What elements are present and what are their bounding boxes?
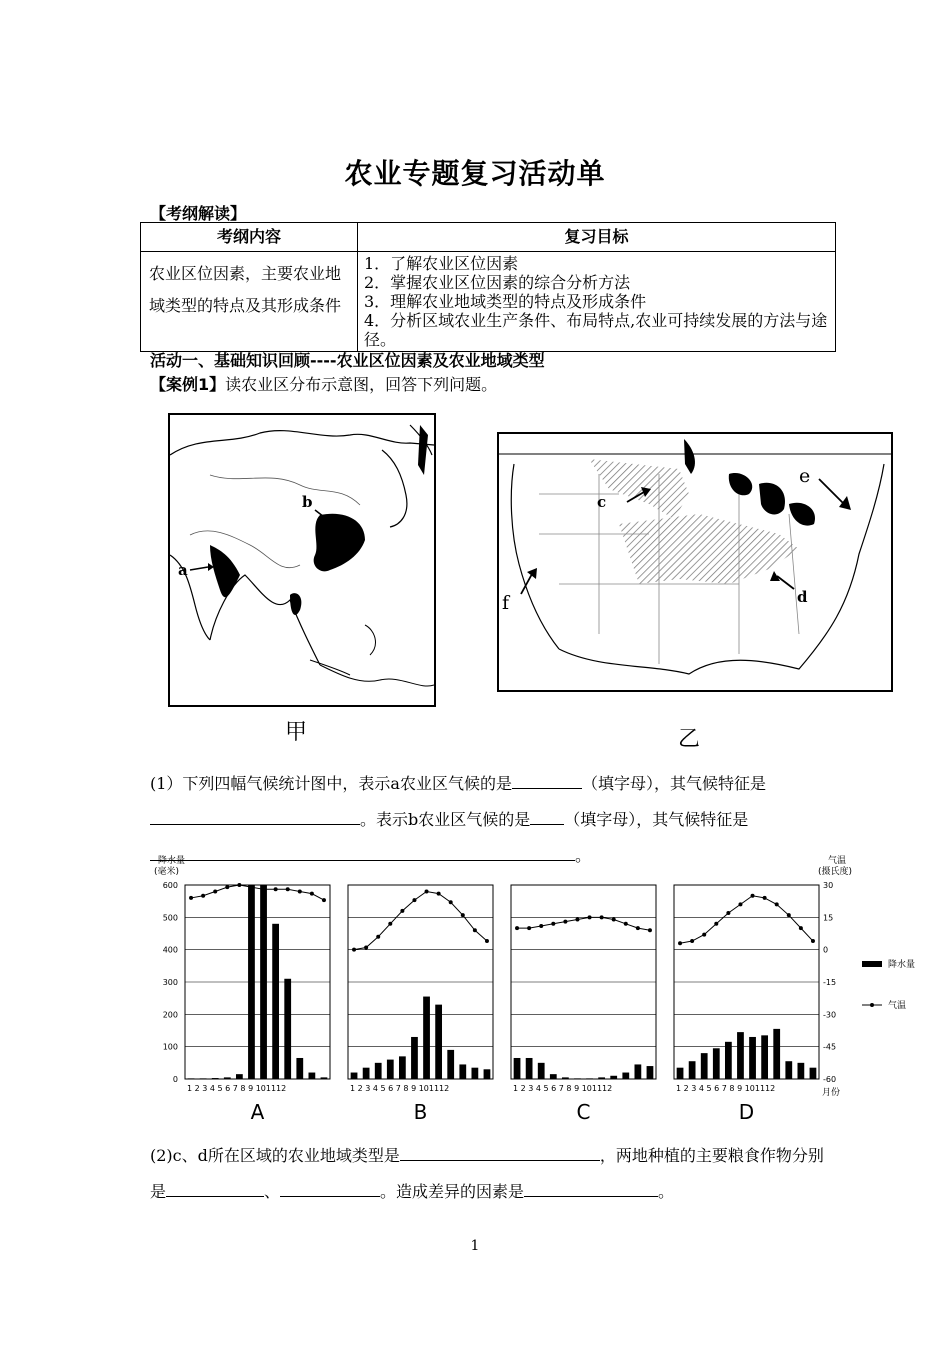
answer-blank[interactable] xyxy=(166,1178,264,1197)
map-label-e: e xyxy=(799,465,811,487)
page-title: 农业专题复习活动单 xyxy=(344,157,606,190)
precip-tick-label: 300 xyxy=(162,978,178,987)
precip-bar xyxy=(387,1060,394,1079)
outline-col-goals: 复习目标 xyxy=(358,223,836,252)
temperature-point xyxy=(225,885,229,889)
temperature-line xyxy=(517,917,650,930)
temperature-point xyxy=(811,939,815,943)
precip-bar xyxy=(236,1074,243,1079)
temperature-point xyxy=(461,913,465,917)
precip-tick-label: 0 xyxy=(172,1075,178,1084)
map-caption-left: 甲 xyxy=(285,720,308,745)
precip-bar xyxy=(188,1078,195,1079)
temperature-point xyxy=(485,939,489,943)
temperature-point xyxy=(473,928,477,932)
case-line xyxy=(150,372,497,395)
precip-tick-label: 200 xyxy=(162,1010,178,1020)
answer-blank[interactable] xyxy=(524,1178,658,1197)
chart-title: C xyxy=(576,1100,591,1124)
temp-axis-unit: (摄氏度) xyxy=(818,867,853,877)
temperature-point xyxy=(527,926,531,930)
answer-blank[interactable] xyxy=(530,806,564,825)
answer-blank[interactable] xyxy=(512,770,582,789)
temp-axis-title: 气温 xyxy=(828,856,847,866)
temperature-point xyxy=(298,889,302,893)
precip-bar xyxy=(797,1063,804,1079)
temperature-point xyxy=(352,948,356,952)
precip-bar xyxy=(622,1073,629,1079)
page-number: 1 xyxy=(470,1238,480,1254)
chart-title: A xyxy=(250,1100,265,1124)
precip-bar xyxy=(435,1005,442,1079)
outline-col-content: 考纲内容 xyxy=(141,223,358,252)
map-usa xyxy=(497,432,893,692)
precip-bar xyxy=(810,1068,817,1079)
precip-bar xyxy=(538,1063,545,1079)
precip-bar xyxy=(737,1032,744,1079)
temperature-line xyxy=(354,891,487,949)
precip-bar xyxy=(550,1074,557,1079)
precip-bar xyxy=(761,1035,768,1079)
map-label-a: a xyxy=(178,561,188,579)
temperature-point xyxy=(274,887,278,891)
map-label-b: b xyxy=(302,493,313,511)
precip-bar xyxy=(785,1061,792,1079)
temperature-point xyxy=(412,898,416,902)
goal-item: 4．分析区域农业生产条件、布局特点,农业可持续发展的方法与途径。 xyxy=(364,311,828,349)
precip-bar xyxy=(284,979,291,1079)
precip-bar xyxy=(526,1058,533,1079)
precip-bar xyxy=(471,1068,478,1079)
temperature-point xyxy=(388,922,392,926)
precip-axis-unit: (毫米) xyxy=(154,867,180,877)
precip-axis-title: 降水量 xyxy=(158,856,186,866)
goal-item: 1．了解农业区位因素 xyxy=(364,254,519,273)
temperature-point xyxy=(648,928,652,932)
map-label-c: c xyxy=(597,493,607,511)
precip-bar xyxy=(447,1050,454,1079)
temperature-point xyxy=(322,898,326,902)
temperature-point xyxy=(213,889,217,893)
month-tick-labels: 1 2 3 4 5 6 7 8 9 101112 xyxy=(676,1084,776,1093)
legend-temp-label: 气温 xyxy=(888,1001,907,1011)
precip-bar xyxy=(224,1077,231,1079)
temperature-point xyxy=(310,892,314,896)
outline-goals xyxy=(358,252,836,352)
precip-bar xyxy=(725,1042,732,1079)
legend-precip-label: 降水量 xyxy=(888,960,916,970)
precip-bar xyxy=(260,885,267,1079)
map-asia xyxy=(168,413,436,707)
precip-bar xyxy=(574,1078,581,1079)
temperature-point xyxy=(624,922,628,926)
temperature-point xyxy=(738,902,742,906)
activity-heading: 活动一、基础知识回顾----农业区位因素及农业地域类型 xyxy=(150,351,545,370)
temperature-point xyxy=(751,894,755,898)
temperature-point xyxy=(437,892,441,896)
question-2: (2)c、d所在区域的农业地域类型是 ，两地种植的主要粮食作物分别是 、 。造成差异的因素是 。 xyxy=(150,1138,830,1210)
precip-bar xyxy=(484,1069,491,1079)
month-tick-labels: 1 2 3 4 5 6 7 8 9 101112 xyxy=(350,1084,450,1093)
precip-bar xyxy=(212,1078,219,1079)
temperature-point xyxy=(551,922,555,926)
temp-tick-label: -60 xyxy=(823,1075,837,1084)
temperature-point xyxy=(678,941,682,945)
precip-bar xyxy=(411,1037,418,1079)
case-label: 【案例1】 xyxy=(150,375,226,394)
temperature-point xyxy=(425,889,429,893)
precip-bar xyxy=(598,1077,605,1079)
month-axis-label: 月份 xyxy=(822,1088,841,1098)
temp-tick-label: 0 xyxy=(823,945,829,955)
temperature-point xyxy=(787,913,791,917)
temperature-point xyxy=(636,926,640,930)
precip-tick-label: 500 xyxy=(162,913,178,923)
temperature-point xyxy=(690,939,694,943)
climate-charts xyxy=(150,855,930,1130)
precip-bar xyxy=(459,1064,466,1079)
temperature-point xyxy=(775,902,779,906)
precip-bar xyxy=(713,1048,720,1079)
temperature-point xyxy=(763,896,767,900)
precip-bar xyxy=(272,924,279,1079)
map-caption-right: 乙 xyxy=(678,727,701,752)
precip-bar xyxy=(296,1058,303,1079)
temperature-line xyxy=(191,885,324,900)
precip-bar xyxy=(248,885,255,1079)
temperature-point xyxy=(237,883,241,887)
temperature-point xyxy=(714,922,718,926)
precip-bar xyxy=(689,1061,696,1079)
temperature-point xyxy=(600,915,604,919)
temp-tick-label: 30 xyxy=(823,881,834,890)
temperature-point xyxy=(726,911,730,915)
precip-bar xyxy=(375,1063,382,1079)
chart-title: D xyxy=(738,1100,755,1124)
answer-blank[interactable] xyxy=(150,806,360,825)
temperature-point xyxy=(612,917,616,921)
temp-tick-label: -15 xyxy=(823,978,837,987)
temperature-point xyxy=(286,887,290,891)
legend-temp-dot xyxy=(870,1003,874,1007)
temperature-point xyxy=(799,926,803,930)
precip-bar xyxy=(701,1053,708,1079)
temp-tick-label: -30 xyxy=(823,1010,837,1020)
precip-bar xyxy=(647,1066,654,1079)
temperature-point xyxy=(376,935,380,939)
temperature-point xyxy=(400,909,404,913)
temperature-point xyxy=(249,885,253,889)
map-label-d: d xyxy=(797,588,808,606)
precip-tick-label: 100 xyxy=(162,1042,178,1052)
precip-bar xyxy=(677,1068,684,1079)
temperature-point xyxy=(201,894,205,898)
precip-tick-label: 600 xyxy=(162,881,178,890)
precip-bar xyxy=(321,1077,328,1079)
precip-bar xyxy=(634,1064,641,1079)
precip-bar xyxy=(514,1058,521,1079)
temperature-point xyxy=(539,924,543,928)
temperature-point xyxy=(702,933,706,937)
temperature-point xyxy=(515,926,519,930)
precip-bar xyxy=(351,1073,358,1079)
precip-tick-label: 400 xyxy=(162,945,178,955)
goal-item: 3．理解农业地域类型的特点及形成条件 xyxy=(364,292,647,311)
temperature-point xyxy=(262,887,266,891)
precip-bar xyxy=(586,1078,593,1079)
month-tick-labels: 1 2 3 4 5 6 7 8 9 101112 xyxy=(187,1084,287,1093)
goal-item: 2．掌握农业区位因素的综合分析方法 xyxy=(364,273,631,292)
precip-bar xyxy=(562,1077,569,1079)
precip-bar xyxy=(749,1037,756,1079)
temperature-point xyxy=(189,896,193,900)
precip-bar xyxy=(610,1076,617,1079)
outline-content: 农业区位因素，主要农业地域类型的特点及其形成条件 xyxy=(141,252,358,352)
precip-bar xyxy=(363,1068,370,1079)
temperature-point xyxy=(364,946,368,950)
legend-precip-swatch xyxy=(862,961,882,967)
temperature-point xyxy=(563,920,567,924)
precip-bar xyxy=(200,1078,207,1079)
temperature-point xyxy=(449,900,453,904)
outline-table xyxy=(140,222,836,352)
month-tick-labels: 1 2 3 4 5 6 7 8 9 101112 xyxy=(513,1084,613,1093)
answer-blank[interactable] xyxy=(280,1178,380,1197)
temperature-line xyxy=(680,896,813,943)
temp-tick-label: -45 xyxy=(823,1042,837,1052)
chart-title: B xyxy=(413,1100,428,1124)
precip-bar xyxy=(399,1056,406,1079)
outline-heading: 【考纲解读】 xyxy=(150,204,247,223)
precip-bar xyxy=(773,1029,780,1079)
map-label-f: f xyxy=(502,592,510,614)
answer-blank[interactable] xyxy=(400,1142,600,1161)
case-text: 读农业区分布示意图，回答下列问题。 xyxy=(225,375,498,394)
temp-tick-label: 15 xyxy=(823,913,834,923)
precip-bar xyxy=(423,997,430,1079)
precip-bar xyxy=(308,1073,315,1079)
temperature-point xyxy=(575,917,579,921)
question-1: (1）下列四幅气候统计图中，表示a农业区气候的是 （填字母），其气候特征是。表示b农业区气候的是 （填字母），其气候特征是。 xyxy=(150,766,830,874)
temperature-point xyxy=(588,915,592,919)
